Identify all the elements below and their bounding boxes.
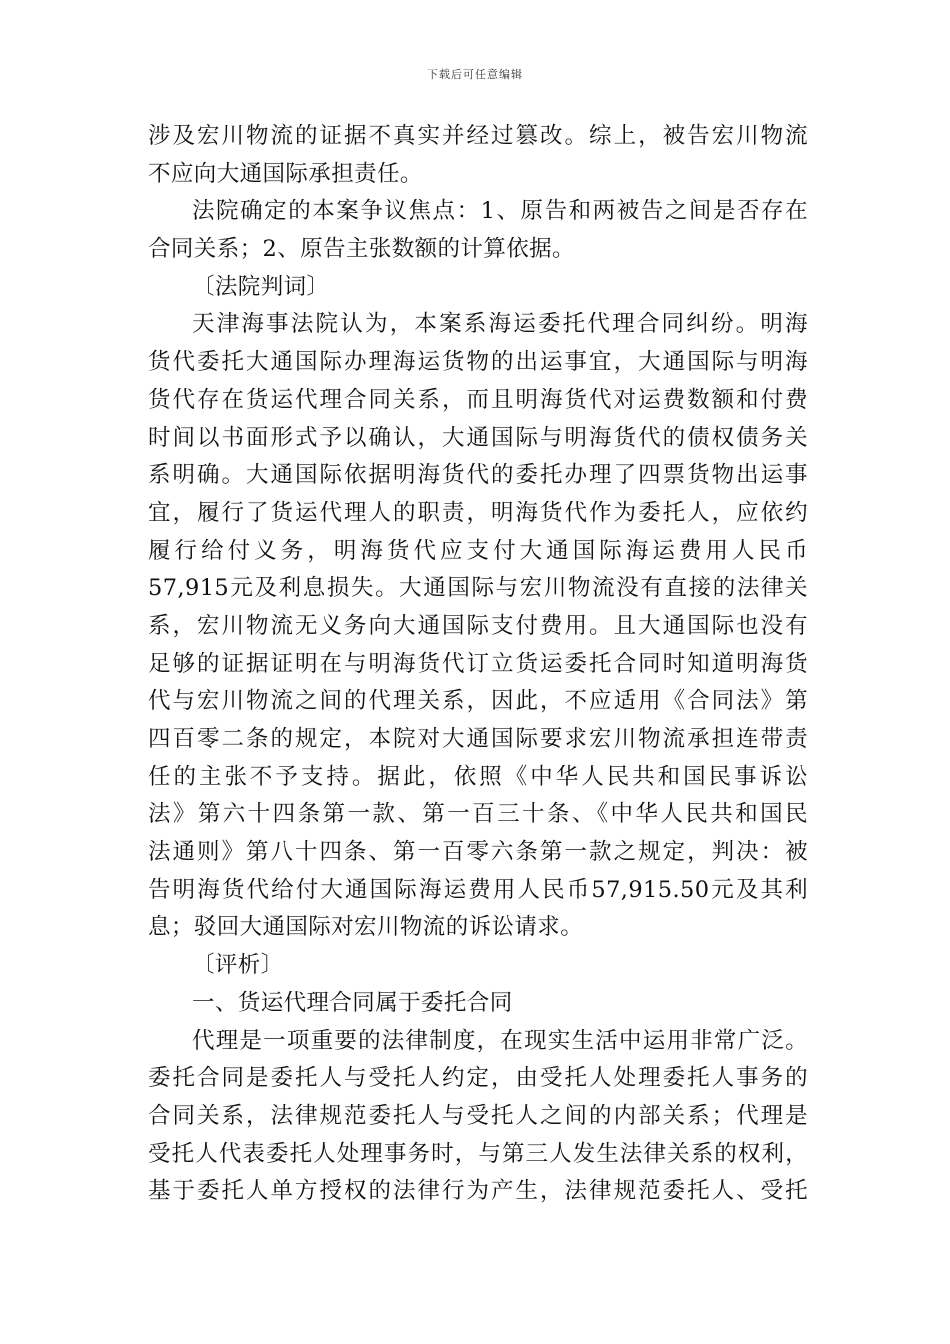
text-line: 涉及宏川物流的证据不真实并经过篡改。综上，被告宏川物流: [148, 123, 808, 149]
text-line: 天津海事法院认为，本案系海运委托代理合同纠纷。明海: [192, 311, 808, 338]
text-line: 〔评析〕: [192, 952, 284, 979]
text-line: 系，宏川物流无义务向大通国际支付费用。且大通国际也没有: [148, 612, 808, 639]
text-line: 息；驳回大通国际对宏川物流的诉讼请求。: [148, 914, 584, 941]
text-line: 系明确。大通国际依据明海货代的委托办理了四票货物出运事: [148, 462, 808, 489]
text-line: 货代委托大通国际办理海运货物的出运事宜，大通国际与明海: [148, 349, 808, 376]
text-line: 法通则》第八十四条、第一百零六条第一款之规定，判决：被: [148, 839, 808, 866]
text-line: 法院确定的本案争议焦点：1、原告和两被告之间是否存在: [192, 198, 808, 225]
text-line: 〔法院判词〕: [192, 273, 330, 300]
text-line: 宜，履行了货运代理人的职责，明海货代作为委托人，应依约: [148, 499, 808, 526]
text-line: 货代存在货运代理合同关系，而且明海货代对运费数额和付费: [148, 386, 808, 413]
text-line: 法》第六十四条第一款、第一百三十条、《中华人民共和国民: [148, 801, 808, 828]
text-line: 代理是一项重要的法律制度，在现实生活中运用非常广泛。: [192, 1027, 808, 1054]
header-note: 下载后可任意编辑: [427, 68, 523, 81]
text-line: 时间以书面形式予以确认，大通国际与明海货代的债权债务关: [148, 424, 808, 451]
text-line: 57,915元及利息损失。大通国际与宏川物流没有直接的法律关: [148, 575, 808, 602]
text-line: 足够的证据证明在与明海货代订立货运委托合同时知道明海货: [148, 650, 808, 677]
text-line: 四百零二条的规定，本院对大通国际要求宏川物流承担连带责: [148, 726, 808, 752]
text-line: 基于委托人单方授权的法律行为产生，法律规范委托人、受托: [148, 1178, 808, 1205]
text-line: 任的主张不予支持。据此，依照《中华人民共和国民事诉讼: [148, 763, 808, 790]
text-line: 不应向大通国际承担责任。: [148, 160, 423, 187]
text-line: 履行给付义务，明海货代应支付大通国际海运费用人民币: [148, 537, 808, 564]
text-line: 一、货运代理合同属于委托合同: [192, 989, 513, 1016]
text-line: 委托合同是委托人与受托人约定，由受托人处理委托人事务的: [148, 1065, 808, 1092]
document-body: [148, 118, 808, 1211]
text-line: 代与宏川物流之间的代理关系，因此，不应适用《合同法》第: [148, 688, 808, 715]
text-line: 合同关系；2、原告主张数额的计算依据。: [148, 236, 575, 263]
text-line: 告明海货代给付大通国际海运费用人民币57,915.50元及其利: [148, 876, 808, 903]
text-line: 受托人代表委托人处理事务时，与第三人发生法律关系的权利，: [148, 1140, 808, 1167]
text-line: 合同关系，法律规范委托人与受托人之间的内部关系；代理是: [148, 1102, 808, 1129]
